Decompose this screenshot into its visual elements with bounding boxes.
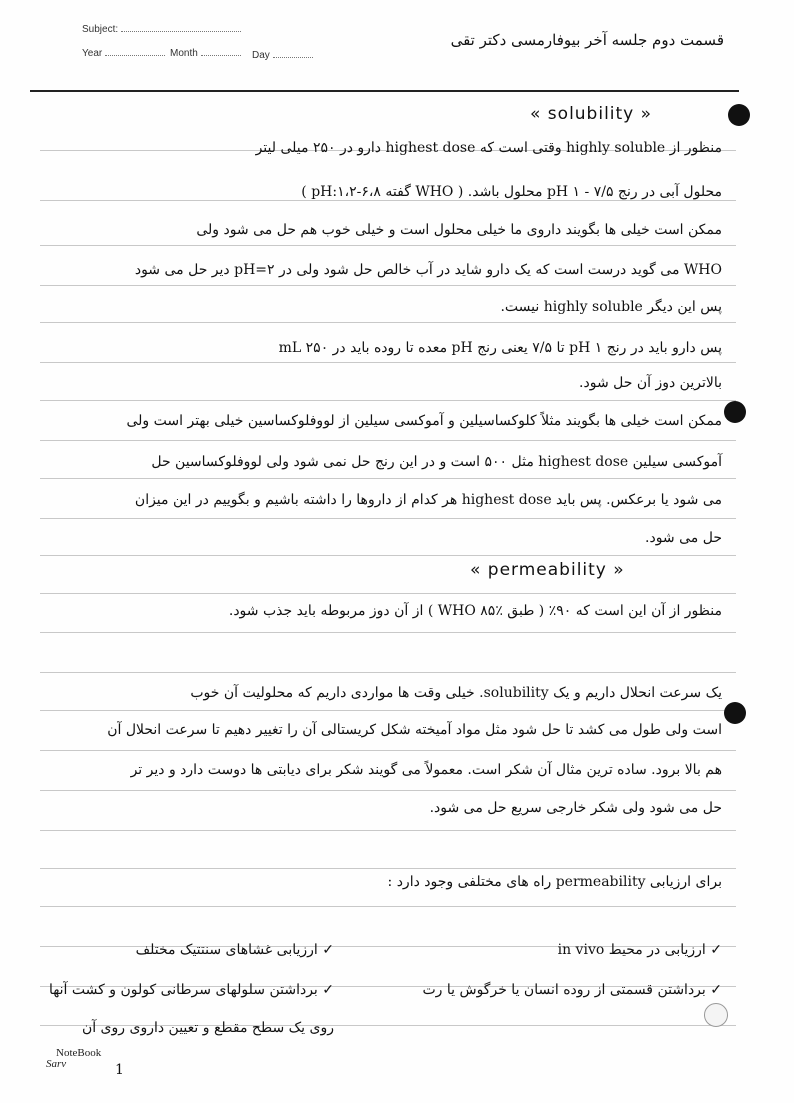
page-title: قسمت دوم جلسه آخر بیوفارمسی دکتر تقی (450, 31, 724, 49)
note-line: پس این دیگر highly soluble نیست. (500, 299, 722, 315)
ruled-line (40, 245, 736, 246)
note-line: حل می شود ولی شکر خارجی سریع حل می شود. (429, 800, 722, 816)
ruled-line (40, 518, 736, 519)
note-line: منظور از highly soluble وقتی است که highest dose دارو در ۲۵۰ میلی لیتر (255, 140, 722, 156)
note-line: است ولی طول می کشد تا حل شود مثل مواد آمیخته شکل کریستالی آن را تغییر دهیم تا سرعت انحلال آن (107, 722, 722, 738)
subject-label: Subject: (82, 24, 119, 35)
month-label: Month (170, 48, 198, 59)
brand-sarv: Sarv (46, 1058, 67, 1070)
binder-hole (728, 104, 750, 126)
ruled-line (40, 322, 736, 323)
note-line: یک سرعت انحلال داریم و یک solubility. خیلی وقت ها مواردی داریم که محلولیت آن خوب (190, 685, 722, 701)
ruled-line (40, 478, 736, 479)
checklist-item: ✓ برداشتن قسمتی از روده انسان یا خرگوش یا رت (422, 982, 722, 998)
checklist-item: روی یک سطح مقطع و تعیین داروی روی آن (81, 1020, 334, 1036)
note-line: برای ارزیابی permeability راه های مختلفی وجود دارد : (387, 874, 722, 890)
ruled-line (40, 868, 736, 869)
day-label: Day (252, 50, 270, 61)
day-field (252, 50, 313, 61)
ruled-line (40, 593, 736, 594)
page-number: 1 (115, 1062, 124, 1078)
ruled-line (40, 830, 736, 831)
note-line: آموکسی سیلین highest dose مثل ۵۰۰ است و در این رنج حل نمی شود ولی لووفلوکساسین حل (151, 454, 722, 470)
note-line: بالاترین دوز آن حل شود. (579, 375, 722, 391)
solubility-heading: « solubility » (530, 104, 653, 124)
ruled-line (40, 906, 736, 907)
binder-hole (724, 702, 746, 724)
binder-hole (724, 401, 746, 423)
note-line: ممکن است خیلی ها بگویند داروی ما خیلی محلول است و خیلی خوب هم حل می شود ولی (196, 222, 722, 238)
year-label: Year (82, 48, 103, 59)
note-line: حل می شود. (645, 530, 722, 546)
month-field (170, 48, 241, 59)
ruled-line (40, 362, 736, 363)
note-line: منظور از آن این است که ۹۰٪ ( طبق WHO ۸۵٪ ) از آن دوز مربوطه باید جذب شود. (228, 603, 722, 619)
ruled-line (40, 285, 736, 286)
brand-notebook: NoteBook (56, 1047, 102, 1059)
ruled-line (40, 400, 736, 401)
ruled-line (40, 710, 736, 711)
note-line: می شود یا برعکس. پس باید highest dose هر کدام از داروها را داشته باشیم و بگوییم در این میزان (134, 492, 722, 508)
checklist-item: ✓ ارزیابی غشاهای سنتتیک مختلف (135, 942, 334, 958)
header-rule (30, 90, 739, 92)
permeability-heading: « permeability » (470, 560, 625, 580)
checklist-item: ✓ برداشتن سلولهای سرطانی کولون و کشت آنها (48, 982, 334, 998)
notebook-brand (46, 1048, 101, 1070)
ruled-line (40, 632, 736, 633)
ruled-line (40, 672, 736, 673)
ruled-line (40, 555, 736, 556)
binder-hole (704, 1003, 728, 1027)
year-field (82, 48, 165, 59)
ruled-line (40, 750, 736, 751)
note-line: هم بالا برود. ساده ترین مثال آن شکر است. معمولاً می گویند شکر برای دیابتی ها دوست دارد و دیر تر (130, 762, 722, 778)
note-line: WHO می گوید درست است که یک دارو شاید در آب خالص حل شود ولی در pH=۲ دیر حل می شود (134, 262, 722, 278)
ruled-line (40, 440, 736, 441)
note-line: پس دارو باید در رنج pH ۱ تا ۷/۵ یعنی رنج pH معده تا روده باید در ۲۵۰ mL (278, 340, 722, 356)
note-line: ممکن است خیلی ها بگویند مثلاً کلوکساسیلین و آموکسی سیلین از لووفلوکساسین خیلی بهتر است ولی (126, 413, 722, 429)
ruled-line (40, 790, 736, 791)
checklist-item: ✓ ارزیابی در محیط in vivo (557, 942, 722, 958)
note-line: محلول آبی در رنج pH ۱ - ۷/۵ محلول باشد. ( WHO گفته pH:۱،۲-۶،۸ ) (301, 184, 722, 200)
subject-field (82, 24, 241, 35)
